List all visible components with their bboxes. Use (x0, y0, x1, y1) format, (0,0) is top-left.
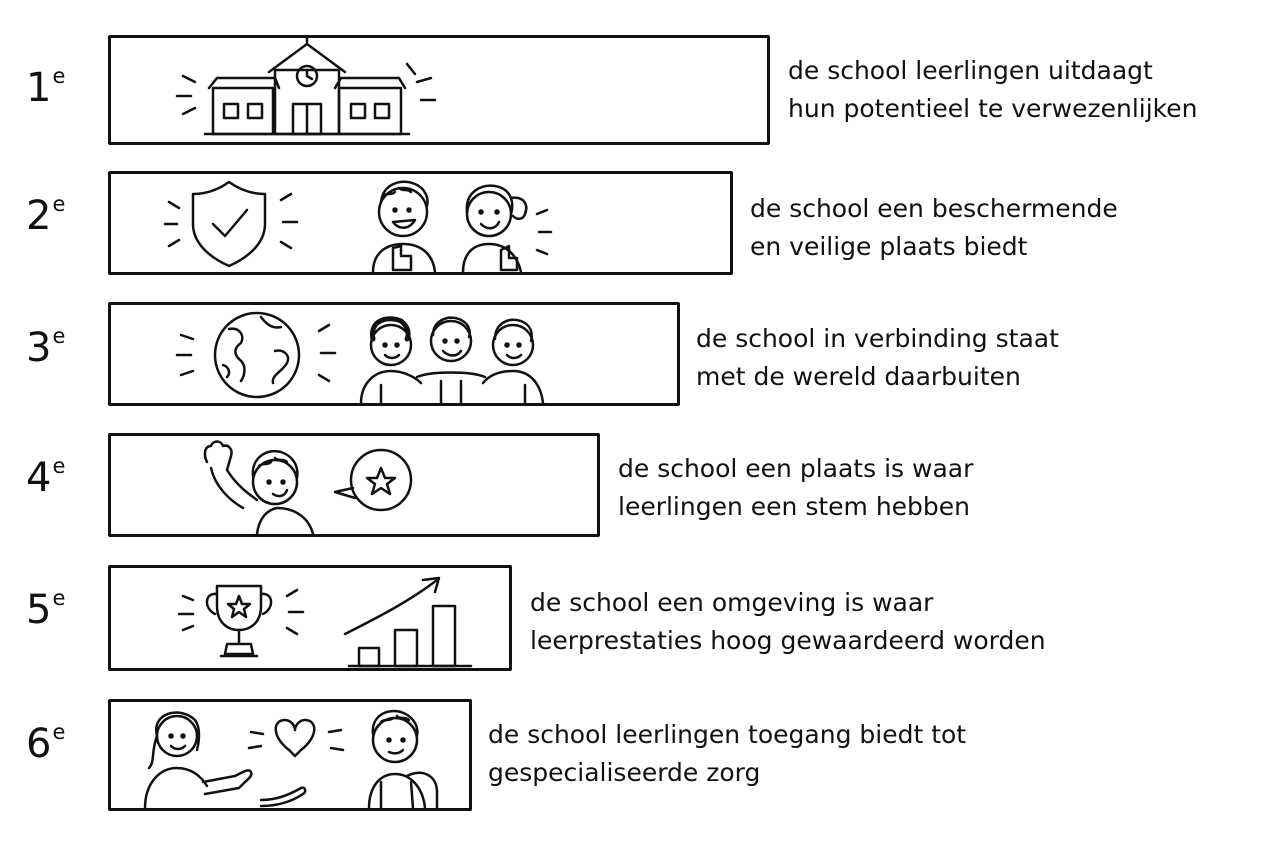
children-thumbs-up-icon (373, 182, 551, 272)
ranking-description: de school een plaats is waar leerlingen een stem hebben (618, 454, 974, 521)
rank-number: 6e (26, 720, 66, 767)
illustration-box (108, 302, 680, 406)
rank-number: 2e (26, 192, 66, 239)
speech-bubble-star-icon (335, 450, 411, 510)
shield-check-icon (165, 182, 297, 266)
rank-number: 3e (26, 324, 66, 371)
three-children-icon (361, 318, 543, 403)
illustration-box (108, 433, 600, 537)
illustration-box (108, 171, 733, 275)
child-raising-hand-icon (205, 442, 313, 535)
ranking-description: de school leerlingen toegang biedt tot gespecialiseerde zorg (488, 720, 967, 787)
illustration-box (108, 565, 512, 671)
child-with-backpack-icon (369, 711, 437, 808)
school-building-icon (111, 38, 767, 142)
rank-number: 1e (26, 64, 66, 111)
trophy-icon (179, 586, 303, 656)
caregiver-icon (145, 713, 305, 808)
ranking-description: de school een omgeving is waar leerprestaties hoog gewaardeerd worden (530, 588, 1046, 655)
rank-number: 5e (26, 586, 66, 633)
heart-icon (249, 720, 343, 756)
ranking-description: de school een beschermende en veilige plaats biedt (750, 194, 1118, 261)
ranking-description: de school in verbinding staat met de wereld daarbuiten (696, 324, 1059, 391)
ranking-description: de school leerlingen uitdaagt hun potentieel te verwezenlijken (788, 56, 1198, 123)
growth-bar-chart-icon (345, 578, 471, 666)
illustration-box (108, 35, 770, 145)
illustration-box (108, 699, 472, 811)
globe-icon (177, 313, 335, 397)
rank-number: 4e (26, 454, 66, 501)
